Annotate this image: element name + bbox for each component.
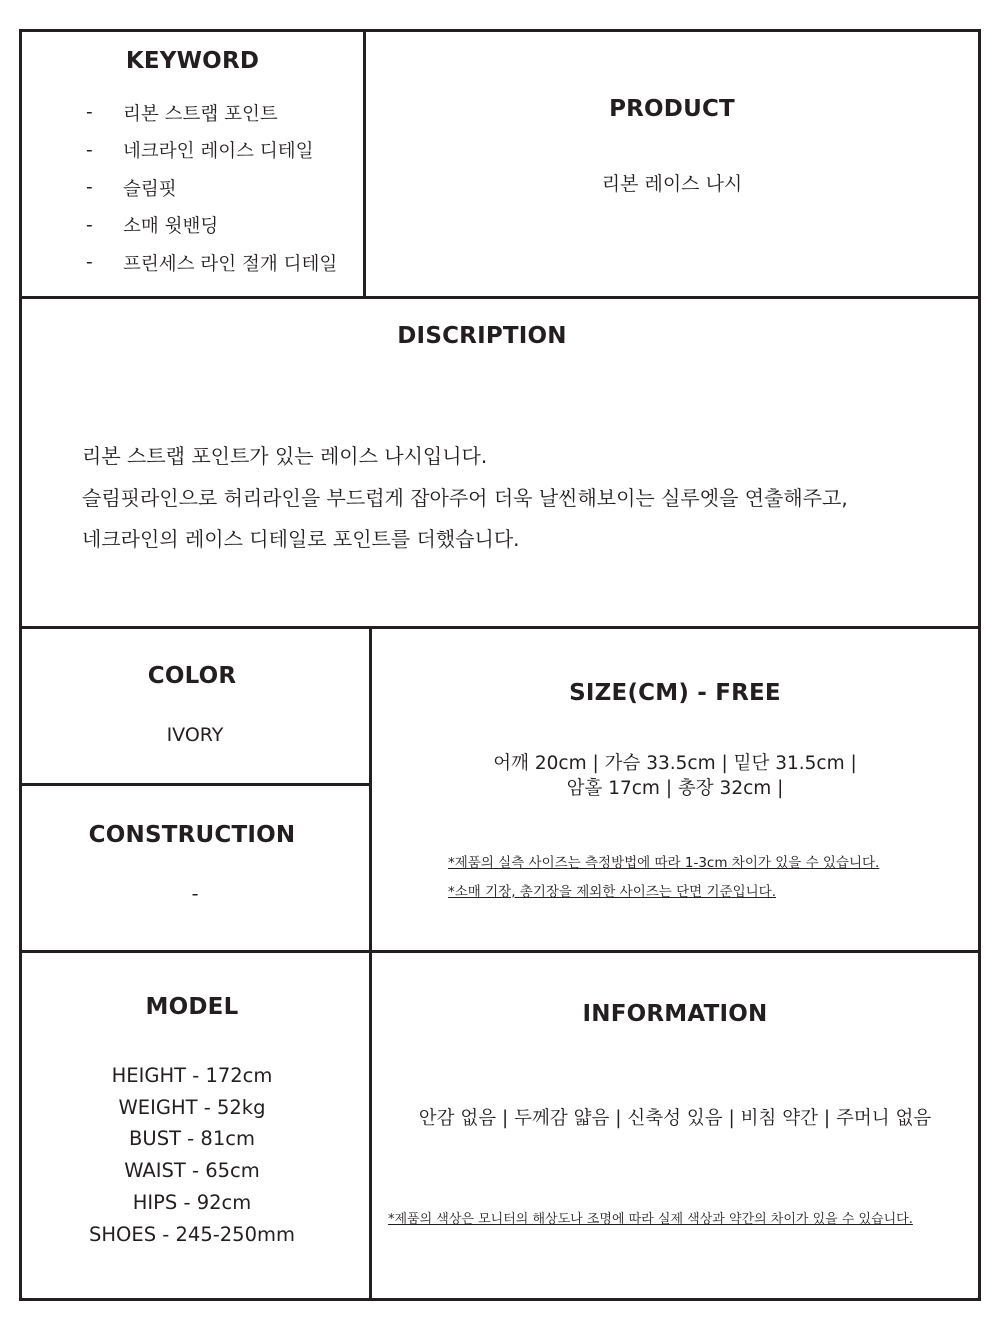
- keyword-item: [22, 94, 363, 132]
- keyword-dash: -: [86, 139, 93, 161]
- keyword-text: 리본 스트랩 포인트: [123, 103, 278, 125]
- information-title: INFORMATION: [582, 1001, 768, 1027]
- keyword-item: [22, 169, 363, 207]
- description-line: 리본 스트랩 포인트가 있는 레이스 나시입니다.: [82, 444, 488, 468]
- size-section: [372, 629, 978, 950]
- size-title: SIZE(CM) - FREE: [569, 680, 781, 706]
- keyword-section: [22, 32, 363, 296]
- description-title: DISCRIPTION: [397, 323, 567, 349]
- model-shoes: SHOES - 245-250mm: [89, 1222, 295, 1246]
- keyword-text: 슬림핏: [123, 178, 177, 200]
- information-section: [372, 953, 978, 1298]
- information-value: 안감 없음 | 두께감 얇음 | 신축성 있음 | 비침 약간 | 주머니 없음: [418, 1108, 932, 1129]
- keyword-dash: -: [86, 102, 93, 124]
- keyword-dash: -: [86, 252, 93, 274]
- model-section: [22, 953, 369, 1298]
- keyword-text: 네크라인 레이스 디테일: [123, 141, 314, 163]
- model-waist: WAIST - 65cm: [124, 1159, 260, 1183]
- information-note-color: *제품의 색상은 모니터의 해상도나 조명에 따라 실제 색상과 약간의 차이가 있을 수 있습니다.: [388, 1212, 913, 1227]
- color-title: COLOR: [147, 663, 237, 689]
- model-measurements: [22, 1060, 362, 1250]
- model-weight: WEIGHT - 52kg: [118, 1095, 266, 1119]
- model-bust: BUST - 81cm: [129, 1127, 255, 1151]
- model-hips: HIPS - 92cm: [132, 1190, 252, 1214]
- construction-value: -: [191, 883, 199, 905]
- keyword-dash: -: [86, 177, 93, 199]
- keyword-text: 프린세스 라인 절개 디테일: [123, 253, 338, 275]
- description-body: [82, 436, 962, 561]
- product-name: 리본 레이스 나시: [601, 173, 743, 195]
- color-value: IVORY: [166, 724, 224, 746]
- keyword-list: [22, 94, 363, 282]
- keyword-item: [22, 244, 363, 282]
- product-section: [366, 32, 978, 296]
- size-measurements-line2: 암홀 17cm | 총장 32cm |: [566, 778, 784, 799]
- construction-section: [22, 786, 369, 950]
- color-section: [22, 629, 369, 783]
- description-section: [22, 299, 978, 626]
- product-title: PRODUCT: [609, 96, 735, 122]
- construction-title: CONSTRUCTION: [88, 822, 296, 848]
- keyword-item: [22, 132, 363, 170]
- description-line: 네크라인의 레이스 디테일로 포인트를 더했습니다.: [82, 527, 520, 551]
- size-measurements-line1: 어깨 20cm | 가슴 33.5cm | 밑단 31.5cm |: [493, 753, 857, 774]
- size-note-measurement: *제품의 실측 사이즈는 측정방법에 따라 1-3cm 차이가 있을 수 있습니다.: [448, 855, 880, 871]
- size-note-flat: *소매 기장, 총기장을 제외한 사이즈는 단면 기준입니다.: [448, 884, 776, 900]
- keyword-text: 소매 윗밴딩: [123, 216, 219, 238]
- keyword-dash: -: [86, 214, 93, 236]
- keyword-title: KEYWORD: [125, 48, 260, 74]
- model-height: HEIGHT - 172cm: [111, 1064, 273, 1087]
- description-line: 슬림핏라인으로 허리라인을 부드럽게 잡아주어 더욱 날씬해보이는 실루엣을 연출해주고,: [82, 485, 848, 510]
- keyword-item: [22, 207, 363, 245]
- model-title: MODEL: [145, 994, 239, 1020]
